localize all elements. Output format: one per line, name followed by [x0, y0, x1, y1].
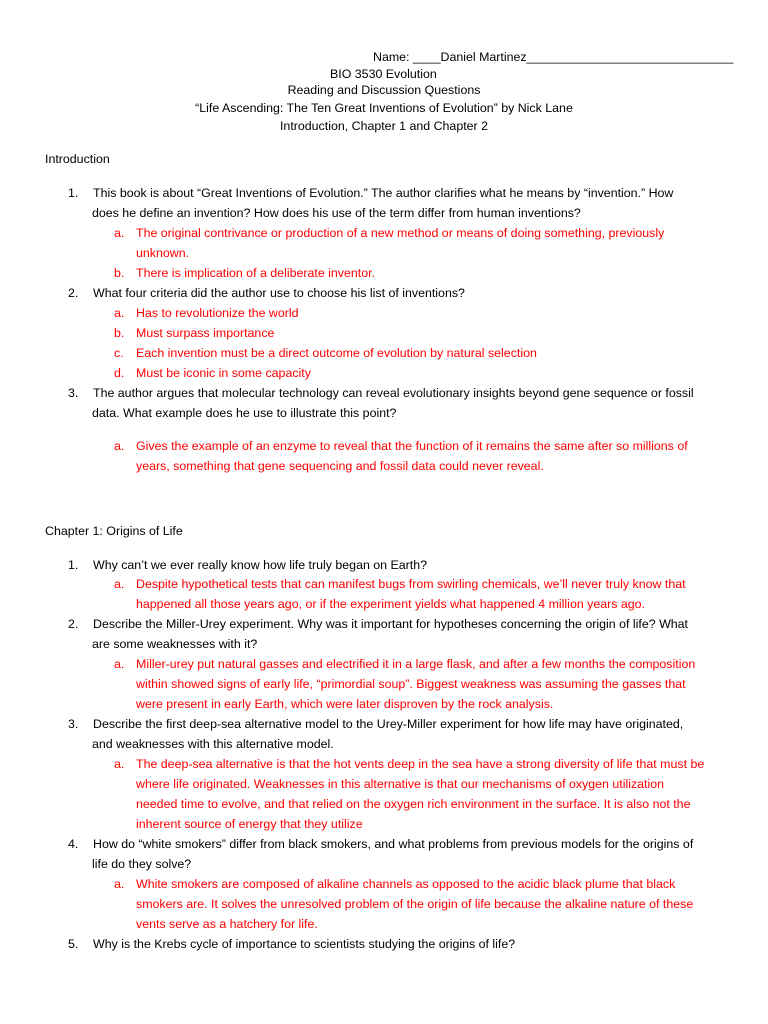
answer-text: where life originated. Weaknesses in this alternative is that our mechanisms of oxygen utilization	[136, 777, 665, 791]
section-heading-chapter-1: Chapter 1: Origins of Life	[45, 524, 183, 538]
answer-text: The original contrivance or production of a new method or means of doing something, previously	[136, 226, 665, 240]
question-text: Describe the first deep-sea alternative model to the Urey-Miller experiment for how life may have originated,	[93, 717, 684, 731]
question-number: 2.	[68, 617, 79, 631]
question-number: 3.	[68, 386, 79, 400]
chapters-covered: Introduction, Chapter 1 and Chapter 2	[279, 119, 489, 133]
question-number: 1.	[68, 186, 79, 200]
answer-marker: c.	[114, 346, 124, 360]
answer-text: unknown.	[136, 246, 190, 260]
question-text: life do they solve?	[92, 857, 192, 871]
question-number: 4.	[68, 837, 79, 851]
question-text: This book is about “Great Inventions of Evolution.” The author clarifies what he means by “invention.” How	[93, 186, 674, 200]
question-number: 2.	[68, 286, 79, 300]
answer-text: happened all those years ago, or if the experiment yields what happened 4 million years ago.	[136, 597, 646, 611]
answer-text: Gives the example of an enzyme to reveal that the function of it remains the same after so millions of	[136, 439, 688, 453]
question-text: does he define an invention? How does his use of the term differ from human inventions?	[92, 206, 581, 220]
question-text: Describe the Miller-Urey experiment. Why was it important for hypotheses concerning the origin of life? What	[93, 617, 688, 631]
question-number: 5.	[68, 937, 79, 951]
answer-text: White smokers are composed of alkaline channels as opposed to the acidic black plume that black	[136, 877, 676, 891]
answer-marker: d.	[114, 366, 125, 380]
answer-text: needed time to evolve, and that relied on the oxygen rich environment in the surface. It is also not the	[136, 797, 691, 811]
question-text: The author argues that molecular technology can reveal evolutionary insights beyond gene sequence or fossil	[93, 386, 694, 400]
answer-text: Miller-urey put natural gasses and electrified it in a large flask, and after a few months the composition	[136, 657, 696, 671]
answer-marker: a.	[114, 226, 125, 240]
question-text: are some weaknesses with it?	[92, 637, 258, 651]
question-text: data. What example does he use to illustrate this point?	[92, 406, 397, 420]
answer-text: within showed signs of early life, “primordial soup”. Biggest weakness was assuming the gasses that	[136, 677, 686, 691]
answer-marker: a.	[114, 877, 125, 891]
answer-marker: a.	[114, 439, 125, 453]
question-text: and weaknesses with this alternative model.	[92, 737, 334, 751]
answer-text: inherent source of energy that they utilize	[136, 817, 363, 831]
question-number: 3.	[68, 717, 79, 731]
answer-text: vents serve as a hatchery for life.	[136, 917, 318, 931]
answer-text: smokers are. It solves the unresolved problem of the origin of life because the alkaline nature of these	[136, 897, 694, 911]
question-text: What four criteria did the author use to choose his list of inventions?	[93, 286, 465, 300]
answer-marker: a.	[114, 757, 125, 771]
answer-text: were present in early Earth, which were later disproven by the rock analysis.	[136, 697, 554, 711]
question-number: 1.	[68, 558, 79, 572]
answer-text: Despite hypothetical tests that can manifest bugs from swirling chemicals, we’ll never truly know that	[136, 577, 686, 591]
answer-marker: b.	[114, 326, 125, 340]
answer-marker: a.	[114, 577, 125, 591]
answer-text: There is implication of a deliberate inventor.	[136, 266, 375, 280]
answer-marker: a.	[114, 306, 125, 320]
answer-text: Has to revolutionize the world	[136, 306, 299, 320]
answer-marker: b.	[114, 266, 125, 280]
answer-text: Each invention must be a direct outcome of evolution by natural selection	[136, 346, 537, 360]
book-title: “Life Ascending: The Ten Great Inventions of Evolution” by Nick Lane	[195, 101, 573, 115]
question-text: Why can’t we ever really know how life truly began on Earth?	[93, 558, 428, 572]
name-line: Name: ____Daniel Martinez______________________________	[373, 50, 734, 64]
question-text: How do “white smokers” differ from black smokers, and what problems from previous models for the origins of	[93, 837, 694, 851]
question-text: Why is the Krebs cycle of importance to scientists studying the origins of life?	[93, 937, 516, 951]
section-heading-introduction: Introduction	[45, 152, 110, 166]
answer-text: Must surpass importance	[136, 326, 275, 340]
answer-text: The deep-sea alternative is that the hot vents deep in the sea have a strong diversity of life that must be	[136, 757, 705, 771]
answer-marker: a.	[114, 657, 125, 671]
answer-text: years, something that gene sequencing and fossil data could never reveal.	[136, 459, 544, 473]
document-subtitle: Reading and Discussion Questions	[287, 83, 481, 97]
answer-text: Must be iconic in some capacity	[136, 366, 311, 380]
course-title: BIO 3530 Evolution	[330, 67, 437, 81]
